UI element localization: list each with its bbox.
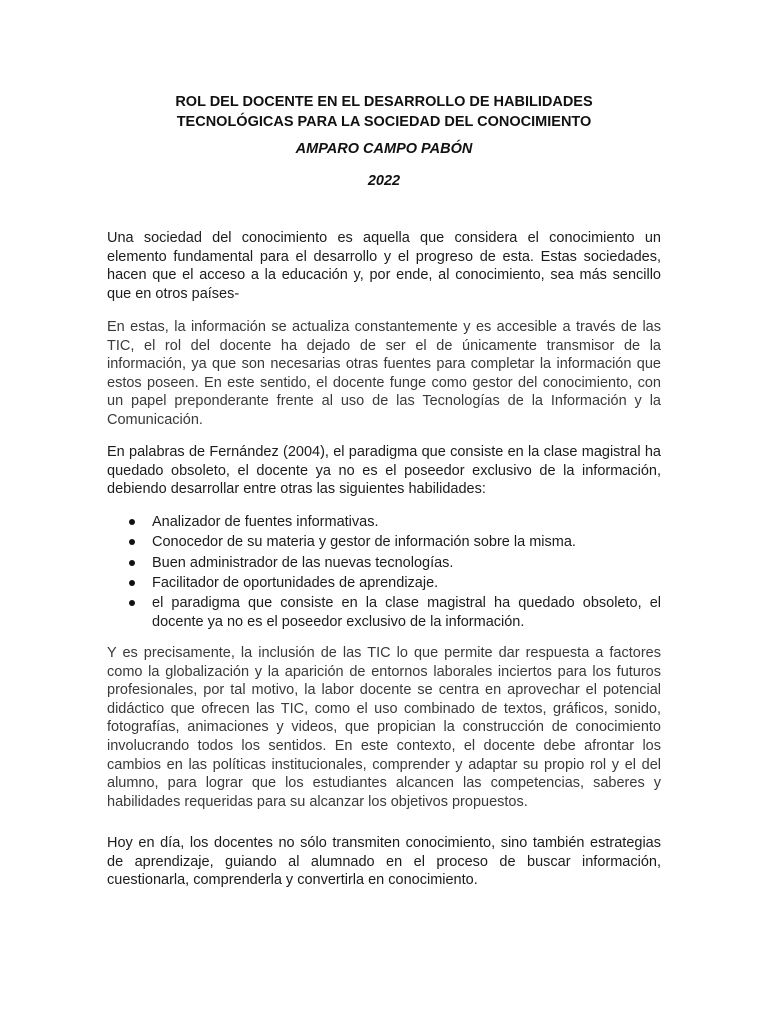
list-item xyxy=(107,532,661,552)
list-item xyxy=(107,512,661,532)
bullet-icon xyxy=(129,560,135,566)
list-item xyxy=(107,553,661,573)
document-title xyxy=(100,92,668,132)
paragraph-4: Y es precisamente, la inclusión de las TIC lo que permite dar respuesta a factores como la globalización y la aparición de entornos laborales inciertos para los futuros profesionales, por tal motivo, la labor docente se centra en aprovechar el potencial didáctico que ofrecen las TIC, como el uso combinado de textos, gráficos, sonido, fotografías, animaciones y videos, que propician la construcción de conocimiento involucrando todos los sentidos. En este contexto, el docente debe afrontar los cambios en las políticas institucionales, comprender y adaptar su propio rol y el del alumno, para lograr que los estudiantes alcancen las competencias, saberes y habilidades requeridas para su alcanzar los objetivos propuestos. xyxy=(107,645,661,810)
document-year: 2022 xyxy=(367,173,401,189)
paragraph-2: En estas, la información se actualiza constantemente y es accesible a través de las TIC, el rol del docente ha dejado de ser el de únicamente transmisor de la información, ya que son necesarias otras fuentes para completar la información que estos poseen. En este sentido, el docente funge como gestor del conocimiento, con un papel preponderante frente al uso de las Tecnologías de la Información y la Comunicación. xyxy=(107,319,661,428)
bullet-icon xyxy=(129,519,135,525)
bullet-icon xyxy=(129,600,135,606)
paragraph-5: Hoy en día, los docentes no sólo transmiten conocimiento, sino también estrategias de aprendizaje, guiando al alumnado en el proceso de buscar información, cuestionarla, comprenderla y convertirla en conocimiento. xyxy=(107,835,661,889)
list-item-text: Facilitador de oportunidades de aprendizaje. xyxy=(152,574,439,591)
bullet-icon xyxy=(129,539,135,545)
bullet-icon xyxy=(129,580,135,586)
title-line-2: TECNOLÓGICAS PARA LA SOCIEDAD DEL CONOCIMIENTO xyxy=(176,114,592,130)
list-item xyxy=(107,593,661,631)
list-item-text: Analizador de fuentes informativas. xyxy=(152,514,379,530)
list-item-text: el paradigma que consiste en la clase magistral ha quedado obsoleto, el docente ya no es el poseedor exclusivo de la información. xyxy=(152,595,661,630)
paragraph-3: En palabras de Fernández (2004), el paradigma que consiste en la clase magistral ha quedado obsoleto, el docente ya no es el poseedor exclusivo de la información, debiendo desarrollar entre otras las siguientes habilidades: xyxy=(107,444,661,498)
list-item-text: Buen administrador de las nuevas tecnologías. xyxy=(152,554,454,571)
list-item-text: Conocedor de su materia y gestor de información sobre la misma. xyxy=(152,534,576,551)
author-name: AMPARO CAMPO PABÓN xyxy=(295,141,473,157)
skills-list xyxy=(107,512,661,631)
list-item xyxy=(107,573,661,593)
paragraph-1: Una sociedad del conocimiento es aquella que considera el conocimiento un elemento fundamental para el desarrollo y el progreso de esta. Estas sociedades, hacen que el acceso a la educación y, por ende, al conocimiento, sea más sencillo que en otros países- xyxy=(107,230,661,302)
title-line-1: ROL DEL DOCENTE EN EL DESARROLLO DE HABILIDADES xyxy=(175,94,593,110)
